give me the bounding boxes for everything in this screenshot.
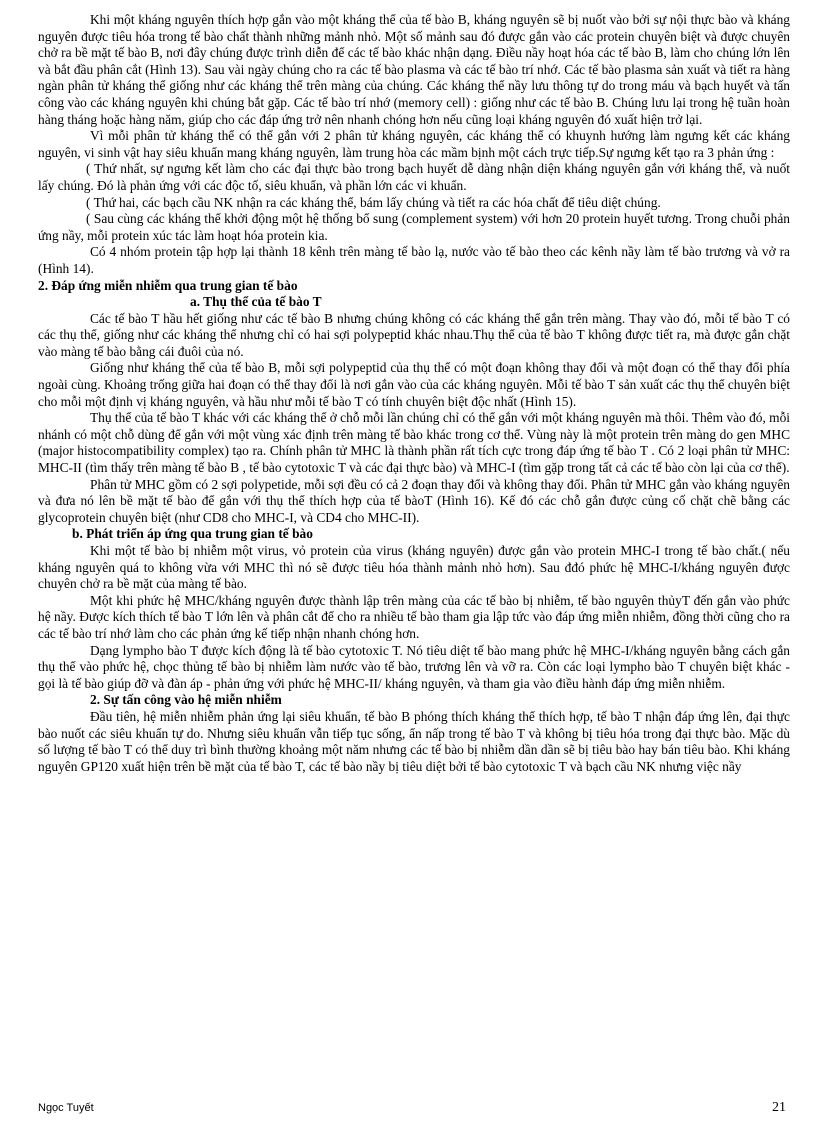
section-heading-cell-mediated: 2. Đáp ứng miễn nhiễm qua trung gian tế bào xyxy=(38,277,298,293)
paragraph-protein-channels: Có 4 nhóm protein tập hợp lại thành 18 kênh trên màng tế bào lạ, nước vào tế bào theo các kênh nầy làm tế bào trương và vở ra (Hình 14). xyxy=(38,244,790,276)
paragraph-virus-infection: Khi một tế bào bị nhiễm một virus, vỏ protein của virus (kháng nguyên) được gắn vào protein MHC-I trong tế bào chất.( nếu kháng nguyên quá to không vừa với MHC thì nó sẽ được tiêu hóa thành mảnh nhỏ hơn). Sau đđó phức hệ MHC-I/kháng nguyên được chuyên chở ra bề mặt của màng tế bào. xyxy=(38,543,790,592)
footer-author: Ngọc Tuyết xyxy=(38,1102,94,1114)
subheading-cell-mediated-development: b. Phát triển áp ứng qua trung gian tế bào xyxy=(72,526,313,542)
paragraph-reaction-third: ( Sau cùng các kháng thể khởi động một hệ thống bổ sung (complement system) với hơn 20 protein huyết tương. Trong chuỗi phản ứng nầy, mỗi protein xúc tác làm hoạt hóa protein kia. xyxy=(38,211,790,243)
paragraph-immune-attack: Đầu tiên, hệ miễn nhiễm phản ứng lại siêu khuẩn, tế bào B phóng thích kháng thể thích hợp, tế bào T nhận đáp ứng lên, đại thực bào nuốt các siêu khuẩn tự do. Nhưng siêu khuẩn vẫn tiếp tục sống, ẩn nấp trong tế bào T và không bị tiêu hóa trong đại thực bào. Mặc dù số lượng tế bào T có thể duy trì bình thường khoảng một năm nhưng các tế bào bị nhiễm dần dần sẽ bị tiêu bào hay bán tiêu bào. Khi kháng nguyên GP120 xuất hiện trên bề mặt của tế bào T, các tế bào nầy bị tiêu diệt bởi tế bào cytotoxic T và bạch cầu NK nhưng việc nầy xyxy=(38,708,790,774)
subheading-immune-attack: 2. Sự tấn công vào hệ miễn nhiễm xyxy=(90,692,282,708)
paragraph-mhc-complex: Một khi phức hệ MHC/kháng nguyên được thành lập trên màng của các tế bào bị nhiễm, tế bào nguyên thủyT đến gắn vào phức hệ nầy. Được kích thích tế bào T lớn lên và phân cắt để cho ra nhiều tế bào tham gia lập tức vào đáp ứng miễn nhiễm, đồng thời cũng cho ra các tế bào trí nhớ làm cho các phản ứng kế tiếp nhận nhanh chóng hơn. xyxy=(38,592,790,641)
paragraph-agglutination: Vì mỗi phân tử kháng thể có thể gắn với 2 phân tử kháng nguyên, các kháng thể có khuynh hướng làm ngưng kết các kháng nguyên, vi sinh vật hay siêu khuẩn mang kháng nguyên, làm trung hòa các mầm bịnh một cách trực tiếp.Sự ngưng kết tạo ra 3 phản ứng : xyxy=(38,128,790,160)
subheading-t-cell-receptor: a. Thụ thể của tế bào T xyxy=(190,294,322,310)
paragraph-reaction-first: ( Thứ nhất, sự ngưng kết làm cho các đại thực bào trong bạch huyết dễ dàng nhận diện kháng nguyên gắn với kháng thể, và nuốt lấy chúng. Đó là phản ứng với các độc tố, siêu khuẩn, và phần lớn các vi khuẩn. xyxy=(38,161,790,193)
paragraph-b-cell-activation: Khi một kháng nguyên thích hợp gắn vào một kháng thể của tế bào B, kháng nguyên sẽ bị nuốt vào bởi sự nội thực bào và kháng nguyên được tiêu hóa trong tế bào chất thành những mảnh nhỏ. Một số mảnh sau đó được gắn vào các protein chuyên biệt và được chuyên chở ra bề mặt tế bào B, nơi đây chúng được trình diễn để các tế bào khác nhận dạng. Điều nầy hoạt hóa các tế bào B, làm cho chúng lớn lên và bắt đầu phân cắt (Hình 13). Sau vài ngày chúng cho ra các tế bào plasma và các tế bào trí nhớ. Các tế bào plasma sản xuất và tiết ra hàng ngàn phân tử kháng thể giống như các kháng thể trên màng của chúng. Các kháng thể nầy lưu thông tự do trong máu và bạch huyết và tấn công vào các kháng nguyên khi chúng bắt gặp. Các tế bào trí nhớ (memory cell) : giống như các tế bào B. Chúng lưu lại trong hệ tuần hoàn hàng tháng hoặc hàng năm, giúp cho các đáp ứng trở nên nhanh chóng hơn nếu cũng loại kháng nguyên đó xuất hiện trở lại. xyxy=(38,12,790,127)
paragraph-cytotoxic-t: Dạng lympho bào T được kích động là tế bào cytotoxic T. Nó tiêu diệt tế bào mang phức hệ MHC-I/kháng nguyên bằng cách gắn thụ thể vào phức hệ, chọc thủng tế bào bị nhiễm làm nước vào tế bào, trương lên và vỡ ra. Còn các loại lympho bào T chuyên biệt khác - gọi là tế bào giúp đỡ và đàn áp - phản ứng với phức hệ MHC-II/ kháng nguyên, và tham gia vào điều hành đáp ứng miễn nhiễm. xyxy=(38,642,790,691)
paragraph-mhc-structure: Phân tử MHC gồm có 2 sợi polypetide, mỗi sợi đều có cả 2 đoạn thay đổi và không thay đổi. Phân tử MHC gắn vào kháng nguyên và đưa nó lên bề mặt tế bào để gắn với thụ thể thích hợp của tế bàoT (Hình 16). Kế đó các chỗ gắn được củng cố chặt chẽ bằng các glycoprotein chuyên biệt (như CD8 cho MHC-I, và CD4 cho MHC-II). xyxy=(38,476,790,525)
paragraph-reaction-second: ( Thứ hai, các bạch cầu NK nhận ra các kháng thể, bám lấy chúng và tiết ra các hóa chất để tiêu diệt chúng. xyxy=(86,194,661,210)
document-body xyxy=(38,12,790,775)
paragraph-polypeptide-segments: Giống như kháng thể của tế bào B, mỗi sợi polypeptid của thụ thể có một đoạn không thay đổi và một đoạn có thể thay đổi phía ngoài cùng. Khoảng trống giữa hai đoạn có thể thay đổi là nơi gắn vào của các kháng nguyên. Mỗi tế bào T sản xuất các thụ thể chuyên biệt cho mỗi một định vị kháng nguyên, và hầu như mỗi tế bào T có tính chuyên biệt độc nhất (Hình 15). xyxy=(38,360,790,409)
paragraph-t-cell-receptor: Các tế bào T hầu hết giống như các tế bào B nhưng chúng không có các kháng thể gắn trên màng. Thay vào đó, mỗi tế bào T có các thụ thể, giống như các kháng thể nhưng chỉ có hai sợi polypeptid khác nhau.Thụ thể của tế bào T không được tiết ra, mà được gắn chặt vào màng tế bào bằng cái đuôi của nó. xyxy=(38,310,790,359)
paragraph-mhc-intro: Thụ thể của tế bào T khác với các kháng thể ở chỗ mỗi lần chúng chỉ có thể gắn với một kháng nguyên mà thôi. Thêm vào đó, mỗi nhánh có một chỗ dùng để gắn với một vùng xác định trên màng tế bào khác trong cơ thể. Vùng này là một protein trên màng do gen MHC (major histocompatibility complex) tạo ra. Chính phân tử MHC là thành phần rất tích cực trong đáp ứng tế bào T . Có 2 loại phân tử MHC: MHC-II (tìm thấy trên màng tế bào B , tế bào cytotoxic T và các đại thực bào) và MHC-I (tìm gặp trong tất cả các tế bào còn lại của cơ thể). xyxy=(38,410,790,476)
page-number: 21 xyxy=(772,1100,786,1115)
